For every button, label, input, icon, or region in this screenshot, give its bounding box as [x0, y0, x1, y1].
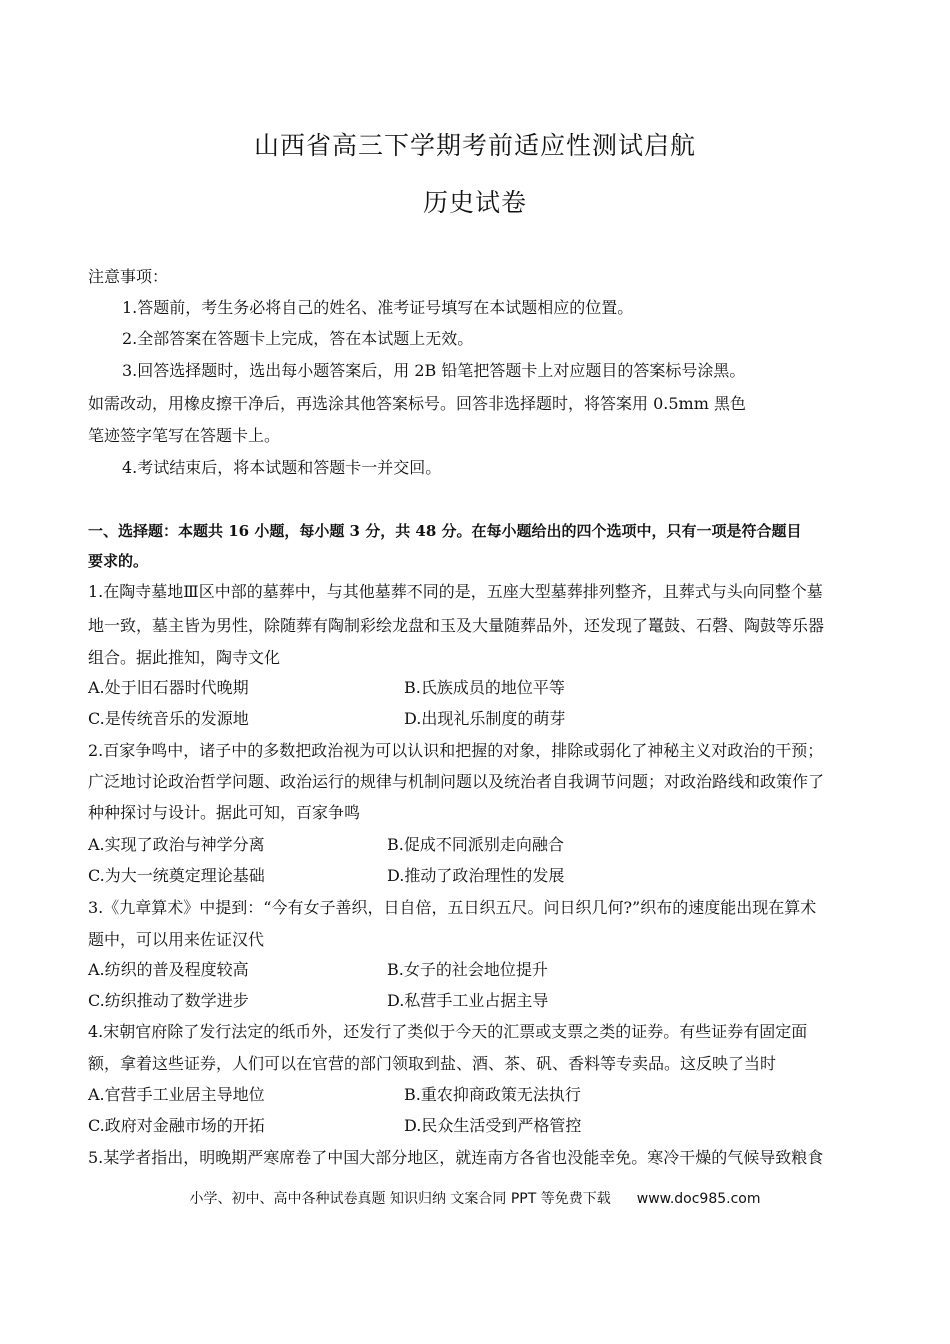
footer-url[interactable]: www.doc985.com — [636, 1191, 761, 1207]
option-b: B.促成不同派别走向融合 — [387, 835, 564, 854]
note-item: 3.回答选择题时，选出每小题答案后，用 2B 铅笔把答题卡上对应题目的答案标号涂黑。 — [122, 361, 746, 380]
question-stem: 种种探讨与设计。据此可知，百家争鸣 — [88, 803, 361, 822]
note-item: 笔迹签字笔写在答题卡上。 — [88, 426, 281, 445]
question-stem: 4.宋朝官府除了发行法定的纸币外，还发行了类似于今天的汇票或支票之类的证券。有些证券有固定面 — [88, 1022, 808, 1041]
option-a: A.官营手工业居主导地位 — [88, 1085, 265, 1104]
note-item: 1.答题前，考生务必将自己的姓名、准考证号填写在本试题相应的位置。 — [122, 298, 634, 317]
option-a: A.纺织的普及程度较高 — [88, 960, 249, 979]
question-stem: 组合。据此推知，陶寺文化 — [88, 648, 281, 667]
option-b: B.重农抑商政策无法执行 — [404, 1085, 581, 1104]
note-item: 2.全部答案在答题卡上完成，答在本试题上无效。 — [122, 329, 474, 348]
option-b: B.氏族成员的地位平等 — [404, 678, 565, 697]
option-d: D.私营手工业占据主导 — [387, 991, 549, 1010]
option-c: C.是传统音乐的发源地 — [88, 709, 249, 728]
option-a: A.实现了政治与神学分离 — [88, 835, 265, 854]
question-stem: 额，拿着这些证券，人们可以在官营的部门领取到盐、酒、茶、矾、香料等专卖品。这反映了当时 — [88, 1054, 777, 1073]
section-heading: 要求的。 — [88, 552, 149, 570]
exam-title: 山西省高三下学期考前适应性测试启航 — [253, 131, 696, 160]
option-d: D.推动了政治理性的发展 — [387, 866, 565, 885]
question-stem: 5.某学者指出，明晚期严寒席卷了中国大部分地区，就连南方各省也没能幸免。寒冷干燥的气候导致粮食 — [88, 1148, 824, 1167]
option-a: A.处于旧石器时代晚期 — [88, 678, 249, 697]
option-d: D.出现礼乐制度的萌芽 — [404, 709, 566, 728]
option-b: B.女子的社会地位提升 — [387, 960, 548, 979]
option-d: D.民众生活受到严格管控 — [404, 1116, 582, 1135]
option-c: C.为大一统奠定理论基础 — [88, 866, 265, 885]
question-stem: 1.在陶寺墓地Ⅲ区中部的墓葬中，与其他墓葬不同的是，五座大型墓葬排列整齐，且葬式与头向同整个墓 — [88, 582, 823, 601]
question-stem: 地一致，墓主皆为男性，除随葬有陶制彩绘龙盘和玉及大量随葬品外，还发现了鼍鼓、石磬、陶鼓等乐器 — [88, 616, 825, 635]
note-item: 如需改动，用橡皮擦干净后，再选涂其他答案标号。回答非选择题时，将答案用 0.5mm 黑色 — [88, 394, 746, 413]
option-c: C.纺织推动了数学进步 — [88, 991, 249, 1010]
footer-text: 小学、初中、高中各种试卷真题 知识归纳 文案合同 PPT 等免费下载 — [189, 1191, 611, 1207]
question-stem: 广泛地讨论政治哲学问题、政治运行的规律与机制问题以及统治者自我调节问题；对政治路线和政策作了 — [88, 772, 825, 791]
question-stem: 2.百家争鸣中，诸子中的多数把政治视为可以认识和把握的对象，排除或弱化了神秘主义对政治的干预； — [88, 741, 824, 760]
exam-subject: 历史试卷 — [422, 188, 527, 217]
question-stem: 3.《九章算术》中提到：“今有女子善织，日自倍，五日织五尺。问日织几何?”织布的速度能出现在算术 — [88, 898, 817, 917]
option-c: C.政府对金融市场的开拓 — [88, 1116, 265, 1135]
note-item: 4.考试结束后，将本试题和答题卡一并交回。 — [122, 458, 442, 477]
question-stem: 题中，可以用来佐证汉代 — [88, 930, 265, 949]
page-footer — [0, 1188, 950, 1208]
section-heading: 一、选择题：本题共 16 小题，每小题 3 分，共 48 分。在每小题给出的四个选项中，只有一项是符合题目 — [88, 522, 802, 540]
notes-heading: 注意事项： — [88, 267, 169, 286]
